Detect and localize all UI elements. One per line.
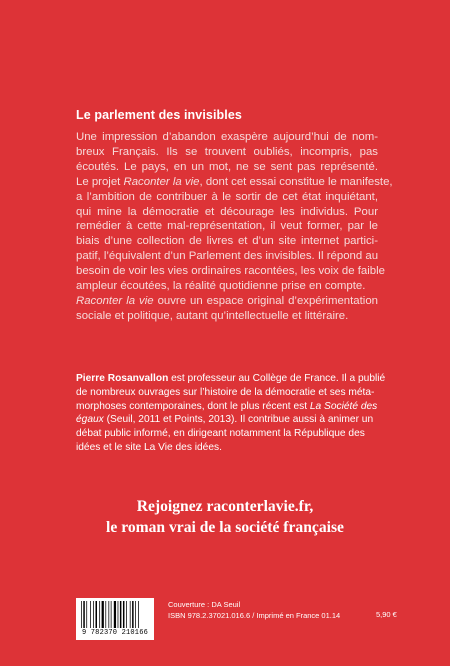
summary-line: Raconter la vie ouvre un espace original d’expérimentation bbox=[76, 294, 378, 307]
summary-line: écoutés. Le pays, en un mot, ne se sent pas représenté. bbox=[76, 160, 378, 173]
barcode-bar bbox=[105, 601, 106, 628]
author-bio-line: morphoses contemporaines, dont le plus récent est La Société des bbox=[76, 400, 378, 412]
author-name: Pierre Rosanvallon bbox=[76, 373, 169, 384]
barcode-bar bbox=[126, 601, 127, 628]
summary-line: ampleur écoutées, la réalité quotidienne prise en compte. bbox=[76, 280, 366, 293]
barcode-bars bbox=[80, 601, 150, 629]
barcode-bar bbox=[123, 601, 125, 628]
barcode-bar bbox=[138, 601, 139, 628]
barcode-bar bbox=[102, 601, 104, 628]
barcode-bar bbox=[93, 601, 94, 628]
barcode-bar bbox=[130, 601, 131, 628]
author-bio-line: idées et le site La Vie des idées. bbox=[76, 441, 222, 453]
barcode-bar bbox=[83, 601, 85, 628]
barcode-bar bbox=[86, 601, 87, 628]
italic-title: Raconter la vie bbox=[76, 294, 154, 307]
italic-title: Raconter la vie bbox=[123, 175, 200, 188]
summary-line: a l’ambition de contribuer à le sortir de cet état inquiétant, bbox=[76, 190, 378, 203]
isbn-line: ISBN 978.2.37021.016.6 / Imprimé en France 01.14 bbox=[168, 610, 341, 620]
barcode-bar bbox=[108, 601, 109, 628]
barcode-bar bbox=[118, 601, 119, 628]
italic-title: égaux bbox=[76, 414, 104, 426]
website-tagline bbox=[0, 496, 450, 538]
barcode-number: 9 782370 210166 bbox=[81, 629, 148, 637]
author-bio-line: débat public informé, en dirigeant notamment la République des bbox=[76, 428, 365, 440]
summary-line: breux Français. Ils se trouvent oubliés, incompris, pas bbox=[76, 145, 378, 158]
summary-line: sociale et politique, autant qu’intellectuelle et littéraire. bbox=[76, 309, 349, 322]
summary-line: remédier à cette mal-représentation, il veut former, par le bbox=[76, 220, 378, 233]
barcode-bar bbox=[114, 601, 116, 628]
summary-line: qui mine la démocratie et décourage les individus. Pour bbox=[76, 205, 378, 218]
price: 5,90 € bbox=[376, 610, 397, 619]
barcode bbox=[76, 598, 154, 640]
author-bio-line bbox=[76, 372, 386, 386]
barcode-bar bbox=[111, 601, 112, 628]
tagline-line-1: Rejoignez raconterlavie.fr, bbox=[136, 498, 314, 515]
barcode-bar bbox=[132, 601, 134, 628]
author-bio-line: de nombreux ouvrages sur l’histoire de la démocratie et ses méta- bbox=[76, 386, 375, 398]
author-bio-text: est professeur au Collège de France. Il a publié bbox=[168, 373, 386, 384]
cover-credit: Couverture : DA Seuil bbox=[168, 600, 241, 609]
barcode-bar bbox=[99, 601, 100, 628]
tagline-line-2: le roman vrai de la société française bbox=[106, 519, 344, 536]
barcode-bar bbox=[90, 601, 91, 628]
italic-title: La Société des bbox=[309, 400, 378, 412]
summary-line: besoin de voir les vies ordinaires racontées, les voix de faible bbox=[76, 265, 385, 278]
summary-line: biais d’une collection de livres et d’un site internet partici- bbox=[76, 235, 378, 248]
cover-title: Le parlement des invisibles bbox=[76, 108, 242, 122]
barcode-bar bbox=[120, 601, 122, 628]
author-bio-line: égaux (Seuil, 2011 et Points, 2013). Il contribue aussi à animer un bbox=[76, 414, 374, 426]
publishing-info bbox=[168, 600, 340, 621]
summary-line: patif, l’équivalent d’un Parlement des invisibles. Il répond au bbox=[76, 250, 379, 263]
author-bio bbox=[76, 372, 386, 455]
barcode-bar bbox=[135, 601, 136, 628]
summary-line: Le projet Raconter la vie, dont cet essai constitue le manifeste, bbox=[76, 175, 393, 188]
summary-line: Une impression d’abandon exaspère aujourd’hui de nom- bbox=[76, 131, 378, 143]
barcode-bar bbox=[96, 601, 98, 628]
summary-paragraph bbox=[76, 130, 393, 324]
barcode-bar bbox=[81, 601, 82, 628]
